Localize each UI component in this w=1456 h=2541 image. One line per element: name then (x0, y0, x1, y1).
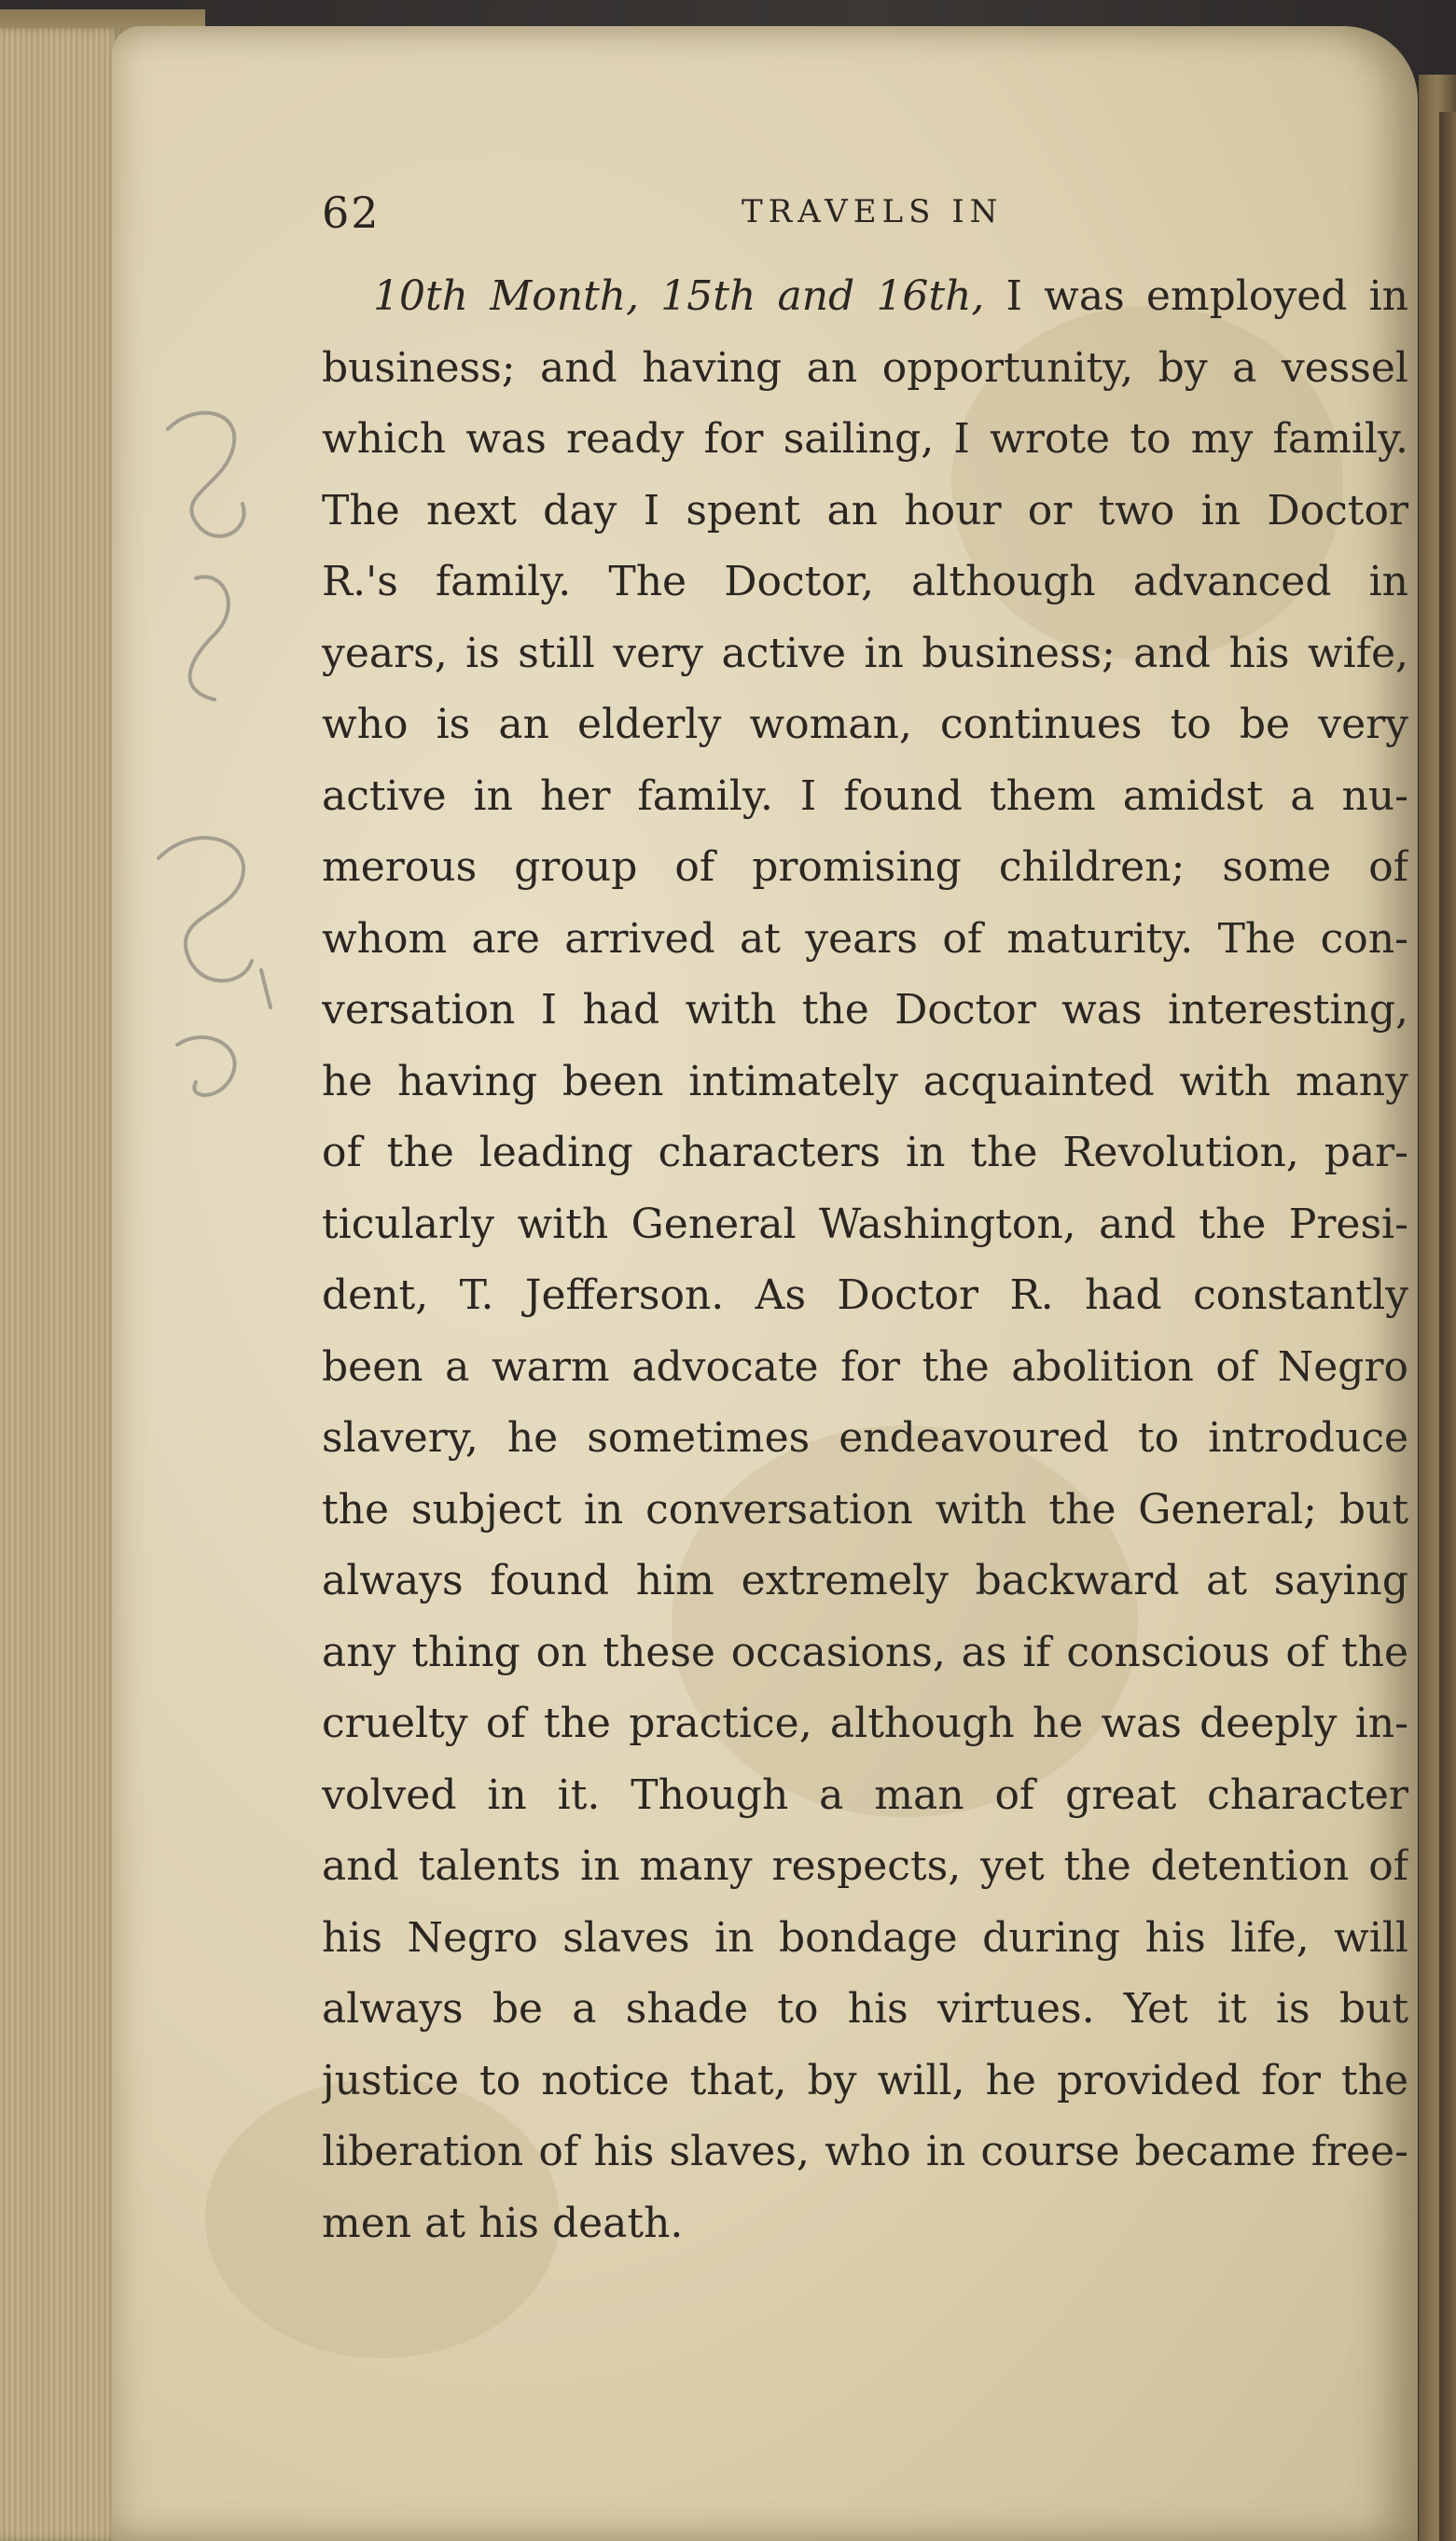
text-line: always found him extremely backward at saying (322, 1557, 1408, 1604)
text-line: who is an elderly woman, continues to be very (322, 701, 1408, 748)
text-line: he having been intimately acquainted with many (322, 1057, 1408, 1105)
text-line: business; and having an opportunity, by a vessel (322, 343, 1408, 392)
book-page-edges (0, 28, 121, 2541)
pencil-marginalia (140, 392, 289, 1119)
text-line: The next day I spent an hour or two in Doctor (322, 486, 1408, 535)
text-line: merous group of promising children; some of (322, 843, 1408, 891)
text-line: dent, T. Jefferson. As Doctor R. had constantly (322, 1271, 1408, 1319)
text-line: any thing on these occasions, as if conscious of the (322, 1628, 1408, 1676)
text-line: his Negro slaves in bondage during his life, will (322, 1913, 1408, 1962)
text-line: the subject in conversation with the General; but (322, 1485, 1408, 1534)
text-line: always be a shade to his virtues. Yet it is but (322, 1985, 1408, 2033)
body-text (322, 261, 1408, 2259)
text-line: years, is still very active in business; and his wife, (322, 629, 1408, 677)
running-head-title: TRAVELS IN (742, 193, 1004, 230)
page-number: 62 (322, 187, 381, 238)
text-line: cruelty of the practice, although he was deeply in- (322, 1700, 1408, 1747)
text-line: versation I had with the Doctor was interesting, (322, 986, 1408, 1034)
text-line: 10th Month, 15th and 16th, I was employed in (373, 272, 1408, 320)
text-line: and talents in many respects, yet the detention of (322, 1842, 1408, 1890)
text-line: slavery, he sometimes endeavoured to introduce (322, 1414, 1408, 1462)
running-header (322, 182, 1161, 247)
text-line: liberation of his slaves, who in course became free- (322, 2128, 1408, 2175)
text-line: been a warm advocate for the abolition of Negro (322, 1342, 1408, 1391)
text-line: which was ready for sailing, I wrote to my family. (322, 415, 1408, 463)
book-cover-edge (1439, 112, 1456, 2541)
text-line: R.'s family. The Doctor, although advanced in (322, 558, 1408, 605)
text-line: justice to notice that, by will, he provided for the (322, 2056, 1408, 2104)
date-phrase: 10th Month, 15th and 16th, (373, 272, 985, 320)
text-line: ticularly with General Washington, and the Presi- (322, 1200, 1408, 1248)
text-line: volved in it. Though a man of great character (322, 1770, 1408, 1819)
text-line: whom are arrived at years of maturity. The con- (322, 914, 1408, 963)
text-line: of the leading characters in the Revolution, par- (322, 1129, 1408, 1176)
text-line: men at his death. (322, 2199, 684, 2247)
text-line: active in her family. I found them amidst a nu- (322, 771, 1408, 820)
